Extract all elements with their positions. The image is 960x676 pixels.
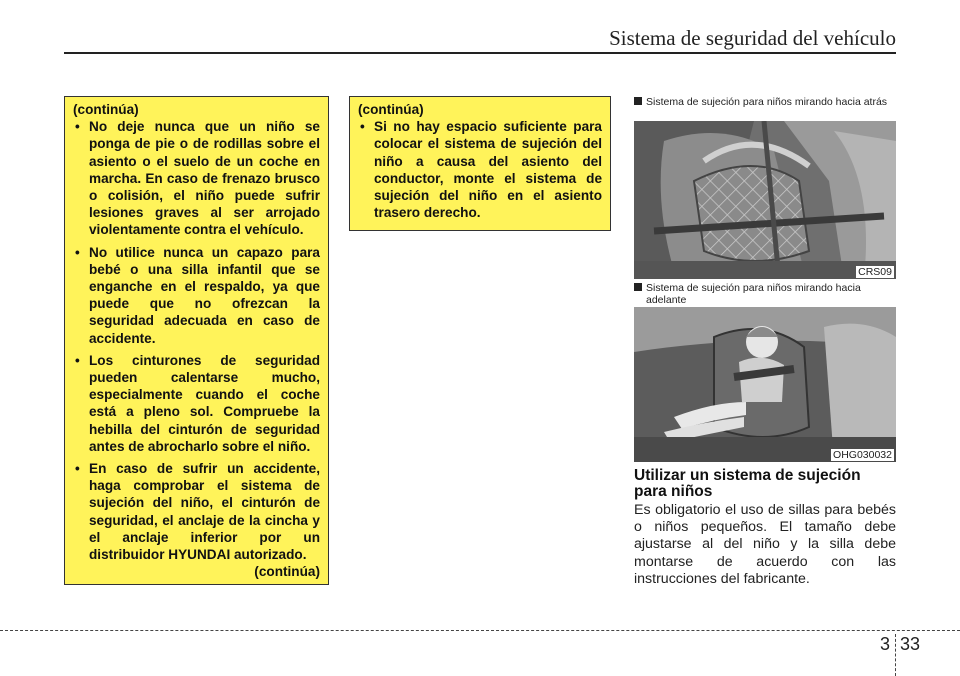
photo-rear-facing-seat (634, 121, 896, 279)
chapter-number: 3 (880, 634, 891, 654)
warning-item: • Si no hay espacio suficiente para colocar el sistema de sujeción del niño a causa del asiento del conductor, monte el sistema de sujeción del niño en el asiento trasero derecho. (358, 118, 602, 221)
warning-list (358, 118, 602, 221)
figure-code: OHG030032 (833, 449, 892, 461)
figure-code: CRS09 (858, 266, 892, 278)
header-rule (64, 52, 896, 54)
warning-continued-head: (continúa) (73, 102, 139, 117)
square-bullet-icon (634, 97, 642, 105)
warning-item: • En caso de sufrir un accidente, haga comprobar el sistema de sujeción del niño, el cinturón de seguridad, el anclaje de la cincha y el anclaje inferior por un distribuidor HYUNDAI autorizado. (73, 460, 320, 563)
warning-continued-head: (continúa) (358, 102, 424, 117)
figure-caption-text: Sistema de sujeción para niños mirando hacia adelante (646, 282, 861, 306)
page-number: 33 (900, 634, 921, 654)
section-heading: Utilizar un sistema de sujeción para niños (634, 467, 861, 500)
warning-box-left (64, 96, 329, 585)
warning-continued-tail: (continúa) (254, 564, 320, 580)
photo-forward-facing-seat (634, 307, 896, 462)
page-separator (895, 634, 896, 676)
warning-box-middle (349, 96, 611, 231)
warning-item: • No deje nunca que un niño se ponga de pie o de rodillas sobre el asiento o el suelo de un coche en marcha. En caso de frenazo brusco o colisión, el niño puede sufrir lesiones graves al ser arrojado violentamente contra el vehículo. (73, 118, 320, 238)
section-body: Es obligatorio el uso de sillas para bebés o niños pequeños. El tamaño debe ajustarse al del niño y la silla debe montarse de acuerdo con las instrucciones del fabricante. (634, 502, 896, 587)
footer-rule (0, 630, 960, 631)
figure-caption-rear-facing (634, 96, 896, 108)
figure-caption-text: Sistema de sujeción para niños mirando hacia atrás (646, 96, 888, 108)
warning-item: • Los cinturones de seguridad pueden calentarse mucho, especialmente cuando el coche está a pleno sol. Compruebe la hebilla del cinturón de seguridad antes de abrocharlo sobre el niño. (73, 352, 320, 455)
figure-caption-forward-facing (634, 282, 896, 306)
warning-item: • No utilice nunca un capazo para bebé o una silla infantil que se enganche en el respaldo, ya que puede que no ofrezcan la seguridad adecuada en caso de accidente. (73, 244, 320, 347)
warning-list (73, 118, 320, 563)
square-bullet-icon (634, 283, 642, 291)
page-header-title: Sistema de seguridad del vehículo (609, 26, 896, 50)
